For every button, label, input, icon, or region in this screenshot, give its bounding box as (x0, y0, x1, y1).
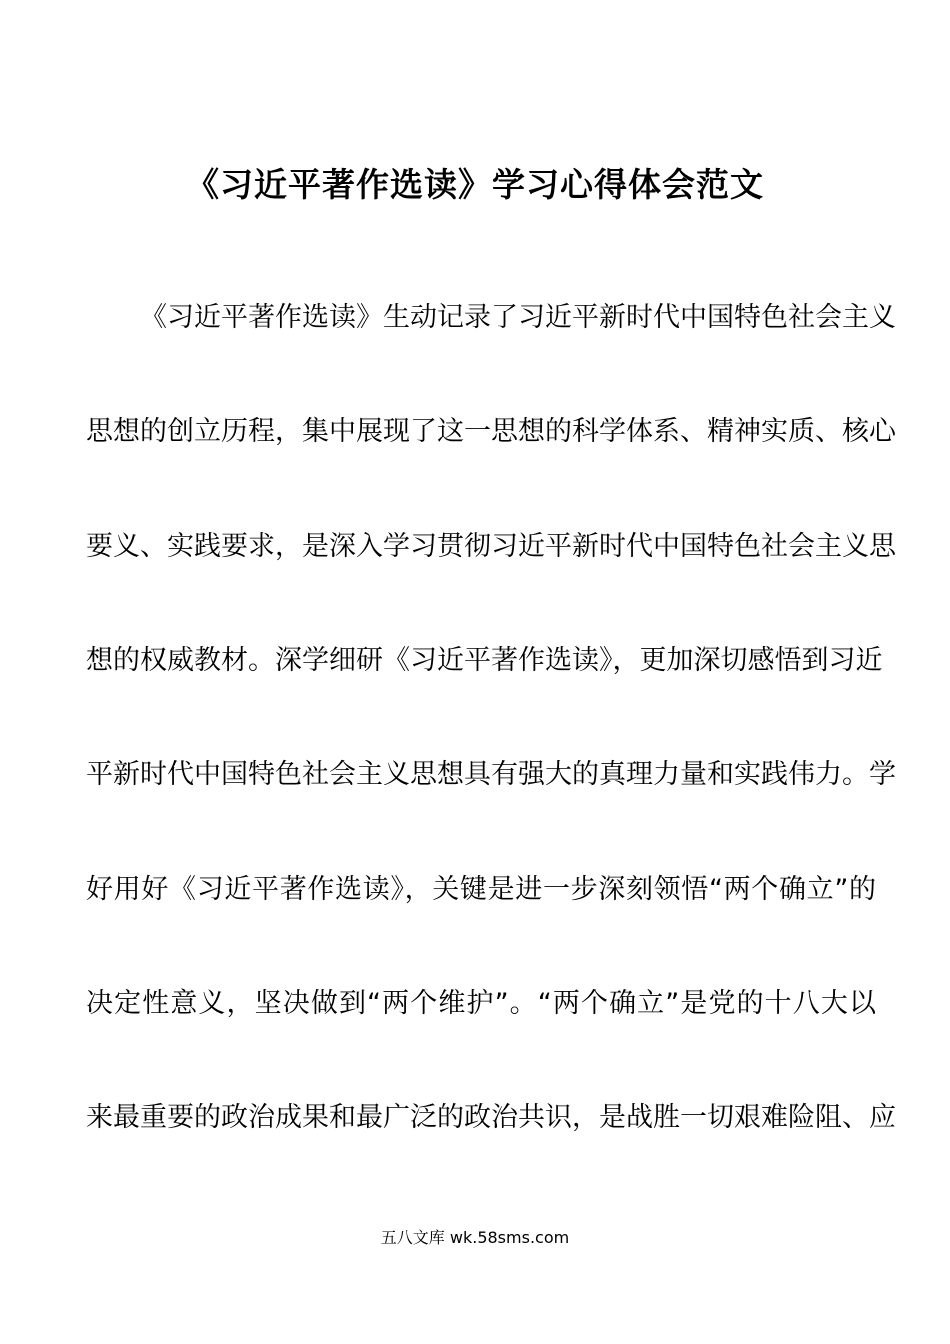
paragraph-line-4: 想的权威教材。深学细研《习近平著作选读》，更加深切感悟到习近 (86, 645, 883, 676)
paragraph-line-6: 好用好《习近平著作选读》，关键是进一步深刻领悟“两个确立”的 (86, 874, 876, 905)
paragraph-line-3: 要义、实践要求，是深入学习贯彻习近平新时代中国特色社会主义思 (86, 531, 896, 562)
paragraph-line-5: 平新时代中国特色社会主义思想具有强大的真理力量和实践伟力。学 (86, 759, 896, 790)
paragraph-line-1: 《习近平著作选读》生动记录了习近平新时代中国特色社会主义 (140, 302, 896, 333)
paragraph-line-2: 思想的创立历程，集中展现了这一思想的科学体系、精神实质、核心 (86, 416, 896, 447)
paragraph-line-7: 决定性意义，坚决做到“两个维护”。“两个确立”是党的十八大以 (86, 988, 876, 1019)
document-title: 《习近平著作选读》学习心得体会范文 (186, 165, 764, 204)
paragraph-line-8: 来最重要的政治成果和最广泛的政治共识，是战胜一切艰难险阻、应 (86, 1102, 896, 1133)
footer-source: 五八文库 wk.58sms.com (380, 1228, 570, 1247)
